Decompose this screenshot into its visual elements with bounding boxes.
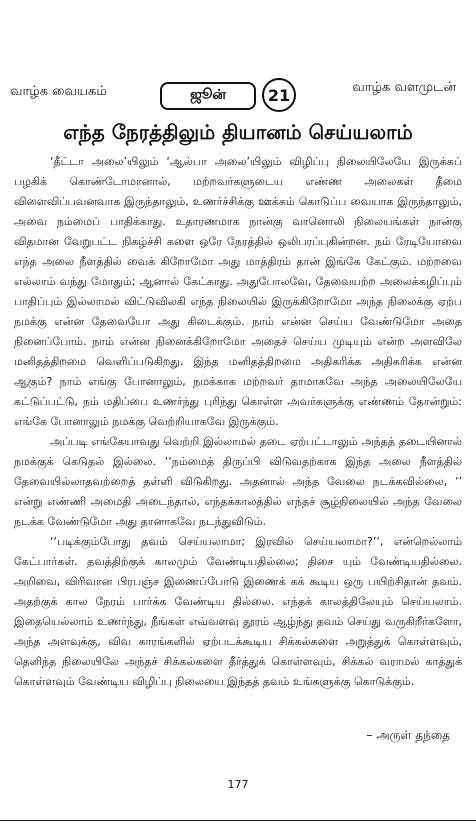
- paragraph-1: ‘தீட்டா அலை’யிலும் ‘ஆல்பா அலை’யிலும் விழிப்பு நிலையிலேயே இருக்கப் பழகிக் கொண்டோமானால், மற்றவர்களுடைய எண்ண அலைகள் தீமை விளைவிப்பவனவாக இருந்தாலும், உணர்ச்சிக்கு ஊக்கம் கொடுப்ப வையாக இருந்தாலும், அவை நம்மைப் பாதிக்காது. உதாரணமாக நான்கு வானொலி நிலையங்கள் நான்கு விதமான வேறுபட்ட நிகழ்ச்சி களை ஒரே நேரத்தில் ஒலிபரப்புகின்றன. நம் ரேடியோவை எந்த அலை நீளத்தில் வைக் கிறோமோ அது மாத்திரம் தான் இங்கே கேட்கும். மற்றவை எல்லாம் வந்து மோதும்; ஆனால் கேட்காது. அதுபோலவே, தேவையற்ற அலைக்கழிப்பும் பாதிப்பும் இல்லாமல் விட்டுவிலகி எந்த நிலையில் இருக்கிறோமோ அந்த நிலைக்கு ஏற்ப நமக்கு என்ன தேவையோ அது கிடைக்கும். நாம் என்ன செய்ய வேண்டுமோ அதை நினைப்போம். நாம் என்ன நினைக்கிறோமோ அதைச் செய்ய முடியும் என்ற அளவிலே மனிதத்திறமை வெளிப்படுகிறது. இந்த மனிதத்திறமை அதிகரிக்க அதிகரிக்க என்ன ஆகும்? நாம் எங்கு போனாலும், நமக்காக மற்றவர் தாமாகவே அந்த அலையிலேயே கட்டுப்பட்டு, நம் மதிப்பை உணர்ந்து புரிந்து கொள்ள அவர்களுக்கு எண்ணம் தோன்றும்: எங்கே போனாலும் நமக்கு வெற்றியாகவே இருக்கும்.: [14, 155, 462, 428]
- page-header: [0, 76, 476, 116]
- day-circle: 21: [262, 78, 296, 112]
- body-text: [14, 152, 462, 692]
- header-right-text: வாழ்க வளமுடன்: [352, 80, 456, 95]
- header-left-text: வாழ்க வையகம்: [10, 84, 107, 99]
- bottom-divider: [0, 820, 476, 821]
- paragraph-2: அப்படி எங்கேயாவது வெற்றி இல்லாமல் தடை ஏற்பட்டாலும் அந்தத் தடையினால் நமக்குக் கெடுதல் இல்லை. ‘‘நம்மைத் திருப்பி விடுவதற்காக இந்த அலை நீளத்தில் தேவையில்லாதவற்றைத் தள்ளி விடுகிறது. அதனால் அந்த வேலை நடக்கவில்லை, ’’ என்று எண்ணி அமைதி அடைந்தால், எந்தக்காலத்தில் எந்தச் சூழ்நிலையில் அந்த வேலை நடக்க வேண்டுமோ அது தானாகவே நடந்துவிடும்.: [14, 435, 462, 528]
- signature: – அருள் தந்தை: [366, 728, 450, 742]
- month-box: ஜூன்: [160, 82, 256, 110]
- paragraph-3: ‘‘படிக்கும்போது தவம் செய்யலாமா; இரவில் செய்யலாமா?’’, என்றெல்லாம் கேட்பார்கள். தவத்திற்குக் காலமும் வேண்டியதில்லை; திசை யும் வேண்டியதில்லை. அறிவை, விரிவான பிரபஞ்ச இணைப்போடு இணைக் கக் கூடிய ஒரு பயிற்சிதான் தவம். அதற்குக் கால நேரம் பார்க்க வேண்டிய தில்லை. எந்தக் காலத்திலேயும் செய்யலாம். இதையெல்லாம் உணர்ந்து, நீங்கள் எவ்வளவு தூரம் ஆழ்ந்து தவம் செய்து வருகிறீர்களோ, அந்த அளவுக்கு, விவ காரங்களில் ஏற்படக்கூடிய சிக்கல்களை அறுத்துக் கொள்ளவும், தெளிந்த நிலையிலே அந்தச் சிக்கல்களை தீர்த்துக் கொள்ளவும், சிக்கல் வராமல் காத்துக் கொள்ளவும் வேண்டிய விழிப்பு நிலையை இந்தத் தவம் உங்களுக்கு கொடுக்கும்.: [14, 535, 462, 688]
- page-title: எந்த நேரத்திலும் தியானம் செய்யலாம்: [63, 120, 413, 144]
- page-number: 177: [227, 778, 249, 791]
